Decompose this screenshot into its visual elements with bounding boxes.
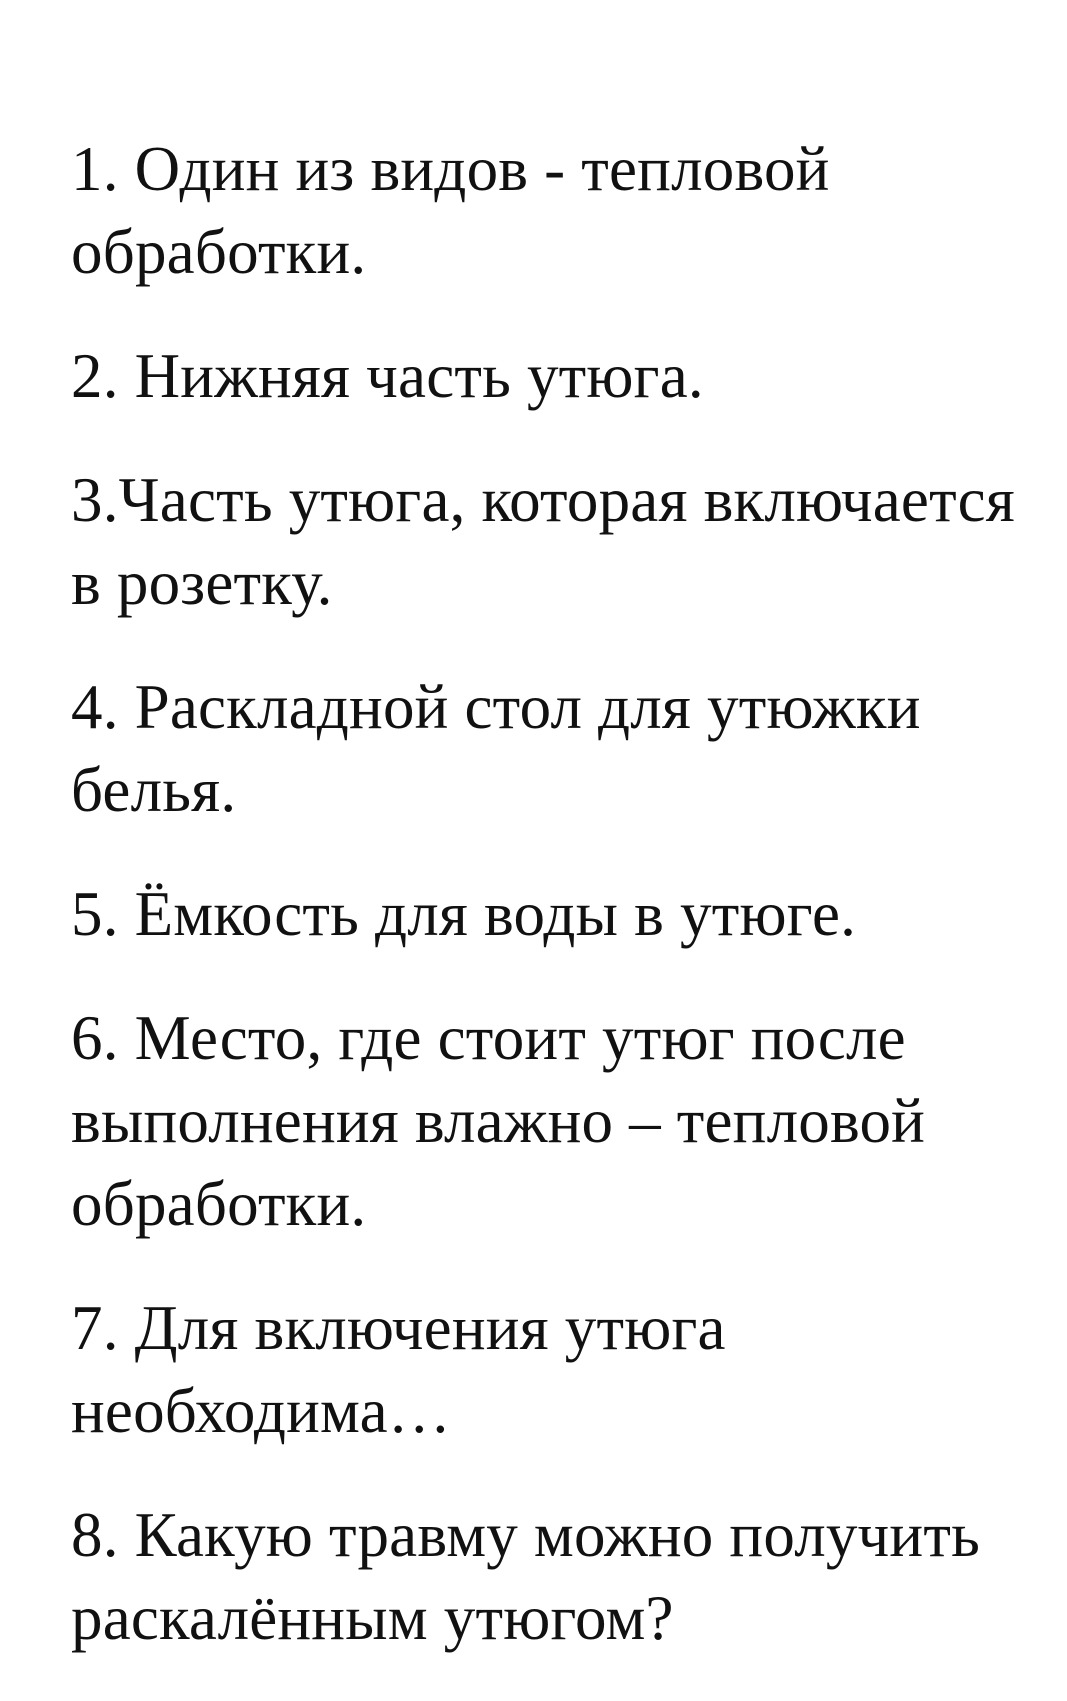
question-5: 5. Ёмкость для воды в утюге. xyxy=(71,879,857,949)
question-3: 3.Часть утюга, которая включается в розетку. xyxy=(71,465,1015,618)
question-8: 8. Какую травму можно получить раскалённым утюгом? xyxy=(71,1500,981,1653)
question-7: 7. Для включения утюга необходима… xyxy=(71,1293,726,1446)
question-6: 6. Место, где стоит утюг после выполнения влажно – тепловой обработки. xyxy=(71,1003,926,1239)
question-list xyxy=(71,128,1031,1701)
question-4: 4. Раскладной стол для утюжки белья. xyxy=(71,672,921,825)
question-2: 2. Нижняя часть утюга. xyxy=(71,341,704,411)
question-1: 1. Один из видов - тепловой обработки. xyxy=(71,134,830,287)
